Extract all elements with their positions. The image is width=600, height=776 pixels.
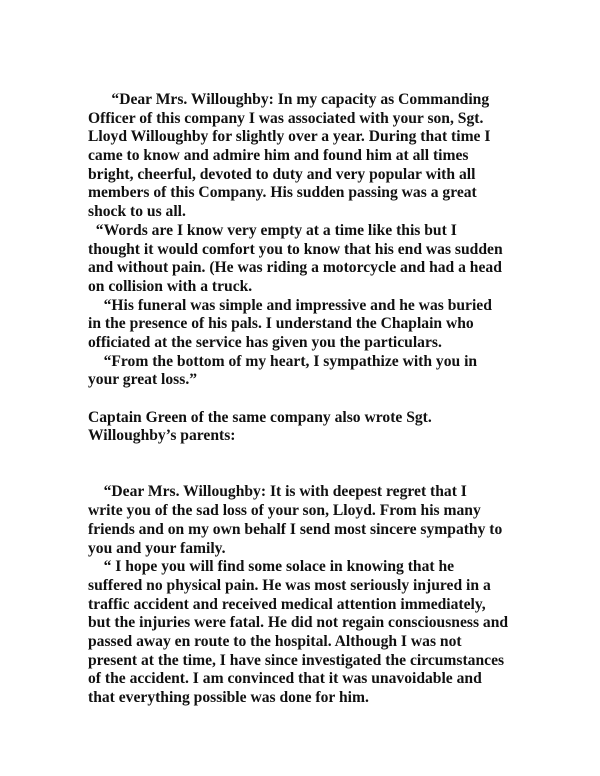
text-line: “His funeral was simple and impressive and he was buried [88, 296, 492, 314]
text-line: members of this Company. His sudden passing was a great [88, 184, 477, 202]
text-line: you and your family. [88, 539, 226, 557]
text-line: but the injuries were fatal. He did not regain consciousness and [88, 614, 509, 632]
intro-captain-green [88, 409, 558, 446]
paragraph-gap [88, 446, 558, 483]
text-line: “Words are I know very empty at a time like this but I [88, 221, 457, 239]
document-page [88, 91, 558, 708]
text-line: officiated at the service has given you the particulars. [88, 333, 442, 351]
text-line: Captain Green of the same company also wrote Sgt. [88, 408, 432, 426]
text-line: write you of the sad loss of your son, Lloyd. From his many [88, 502, 481, 520]
text-line: came to know and admire him and found him at all times [88, 147, 469, 165]
text-line: on collision with a truck. [88, 277, 253, 295]
text-line: suffered no physical pain. He was most seriously injured in a [88, 576, 491, 594]
text-line: friends and on my own behalf I send most sincere sympathy to [88, 520, 503, 538]
text-line: your great loss.” [88, 371, 198, 389]
text-line: present at the time, I have since investigated the circumstances [88, 651, 505, 669]
letter-captain-green [88, 483, 558, 707]
text-line: of the accident. I am convinced that it was unavoidable and [88, 670, 482, 688]
text-line: shock to us all. [88, 203, 186, 221]
text-line: and without pain. (He was riding a motorcycle and had a head [88, 259, 502, 277]
text-line: bright, cheerful, devoted to duty and very popular with all [88, 165, 476, 183]
text-line: Lloyd Willoughby for slightly over a year. During that time I [88, 128, 491, 146]
text-line: “From the bottom of my heart, I sympathize with you in [88, 352, 478, 370]
text-line: “Dear Mrs. Willoughby: It is with deepest regret that I [88, 483, 467, 501]
text-line: traffic accident and received medical attention immediately, [88, 595, 486, 613]
paragraph-gap [88, 390, 558, 409]
text-line: in the presence of his pals. I understand the Chaplain who [88, 315, 474, 333]
text-line: that everything possible was done for him. [88, 689, 369, 707]
text-line: Officer of this company I was associated with your son, Sgt. [88, 109, 484, 127]
text-line: thought it would comfort you to know that his end was sudden [88, 240, 503, 258]
letter-commanding-officer [88, 91, 558, 390]
text-line: “ I hope you will find some solace in knowing that he [88, 558, 455, 576]
text-line: Willoughby’s parents: [88, 427, 236, 445]
text-line: “Dear Mrs. Willoughby: In my capacity as Commanding [88, 91, 490, 108]
text-line: passed away en route to the hospital. Although I was not [88, 632, 462, 650]
